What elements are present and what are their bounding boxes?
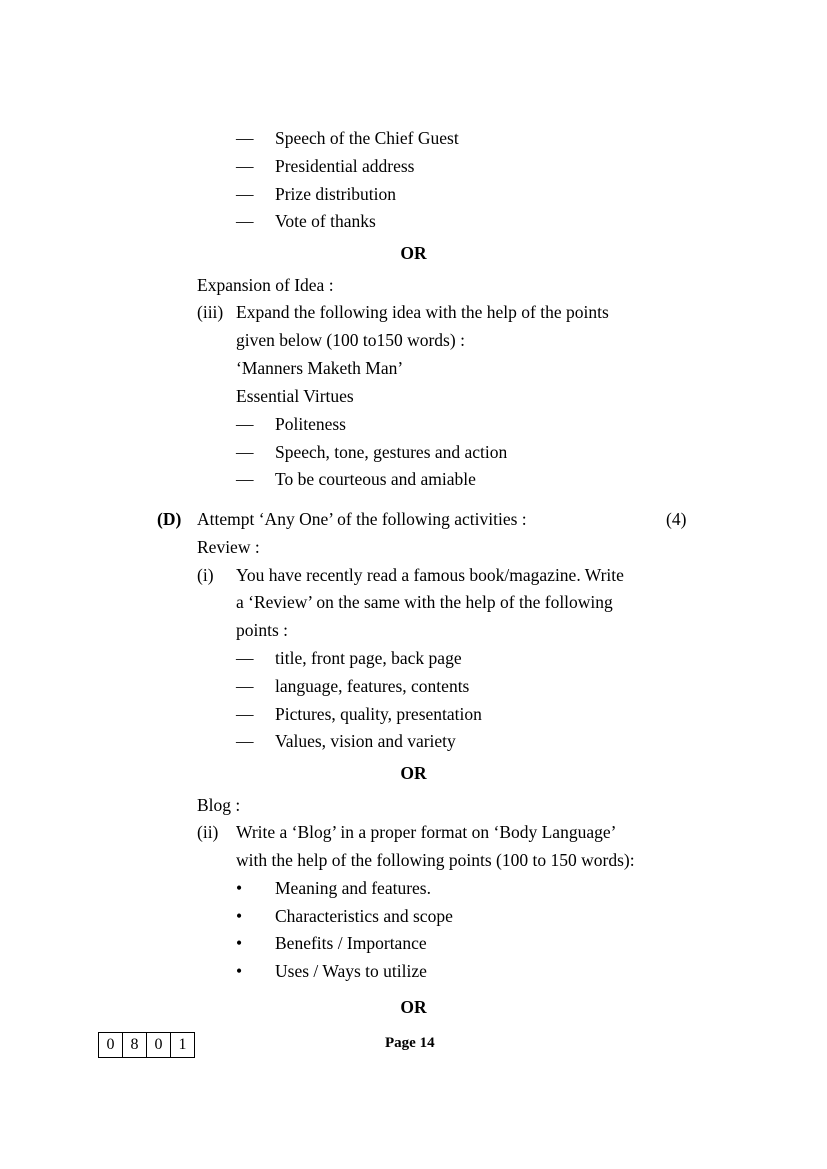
question-text: Write a ‘Blog’ in a proper format on ‘Body Language’ [236,822,617,842]
bullet-marker: • [236,906,243,926]
list-item: Politeness [275,414,346,434]
page-number: Page 14 [385,1035,435,1051]
dash-marker: — [236,414,254,434]
list-item: Speech, tone, gestures and action [275,442,508,462]
dash-marker: — [236,676,254,696]
paper-code-box [98,1032,195,1058]
list-item: Vote of thanks [275,211,376,231]
question-text: with the help of the following points (100 to 150 words): [236,850,635,870]
list-item: title, front page, back page [275,648,462,668]
list-item: Benefits / Importance [275,933,427,953]
or-separator: OR [400,997,427,1017]
dash-marker: — [236,704,254,724]
bullet-marker: • [236,878,243,898]
review-heading: Review : [197,537,260,557]
bullet-marker: • [236,961,243,981]
blog-heading: Blog : [197,795,241,815]
or-separator: OR [400,243,427,263]
list-item: To be courteous and amiable [275,469,476,489]
code-digit: 8 [123,1033,147,1057]
question-text: a ‘Review’ on the same with the help of the following [236,592,613,612]
section-label: (D) [157,509,182,529]
dash-marker: — [236,184,254,204]
dash-marker: — [236,469,254,489]
list-item: Speech of the Chief Guest [275,128,459,148]
subheading: Essential Virtues [236,386,354,406]
question-text: given below (100 to150 words) : [236,330,465,350]
dash-marker: — [236,442,254,462]
question-text: Expand the following idea with the help of the points [236,302,609,322]
dash-marker: — [236,648,254,668]
code-digit: 0 [99,1033,123,1057]
marks-label: (4) [666,509,687,529]
dash-marker: — [236,731,254,751]
dash-marker: — [236,211,254,231]
code-digit: 0 [147,1033,171,1057]
list-item: Presidential address [275,156,415,176]
expansion-heading: Expansion of Idea : [197,275,334,295]
or-separator: OR [400,763,427,783]
section-instruction: Attempt ‘Any One’ of the following activities : [197,509,527,529]
dash-marker: — [236,156,254,176]
list-item: Prize distribution [275,184,397,204]
dash-marker: — [236,128,254,148]
question-number: (i) [197,565,214,585]
question-number: (iii) [197,302,224,322]
idea-quote: ‘Manners Maketh Man’ [236,358,404,378]
code-digit: 1 [178,1036,187,1053]
list-item: Uses / Ways to utilize [275,961,427,981]
question-text: You have recently read a famous book/magazine. Write [236,565,624,585]
list-item: Meaning and features. [275,878,431,898]
bullet-marker: • [236,933,243,953]
list-item: Values, vision and variety [275,731,456,751]
question-number: (ii) [197,822,219,842]
list-item: Pictures, quality, presentation [275,704,482,724]
question-text: points : [236,620,289,640]
list-item: Characteristics and scope [275,906,453,926]
list-item: language, features, contents [275,676,470,696]
